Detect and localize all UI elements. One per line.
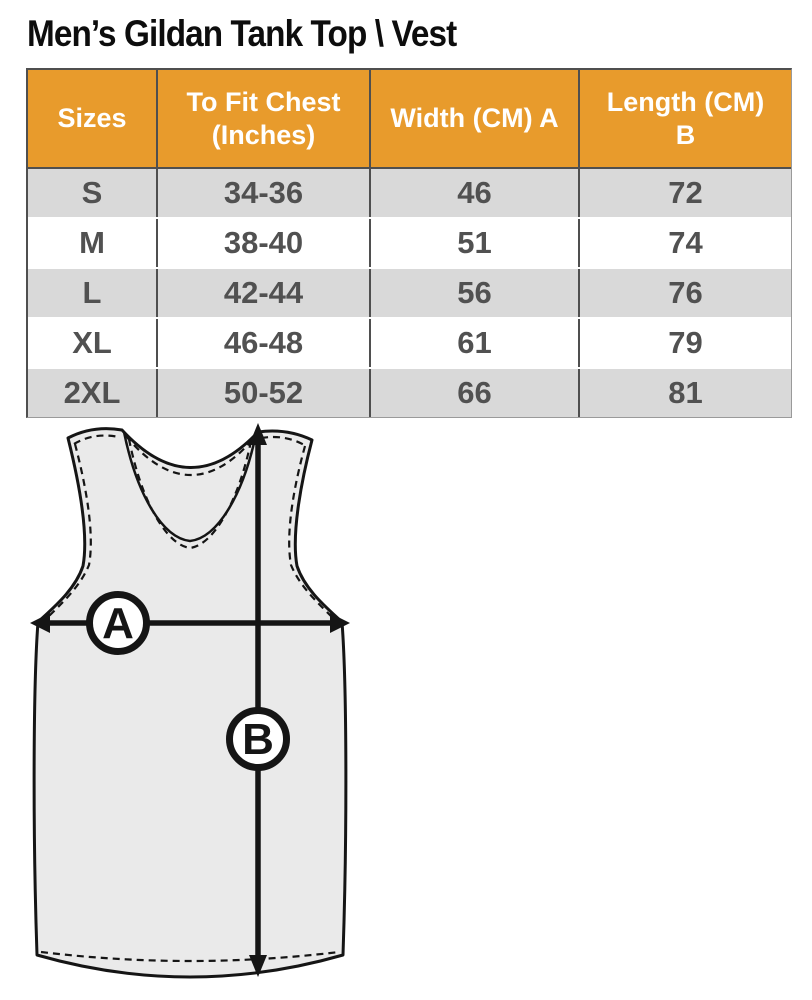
- cell-width: 66: [371, 369, 580, 417]
- cell-chest: 38-40: [158, 219, 371, 267]
- label-b: B: [242, 715, 274, 764]
- column-header-line: (Inches): [211, 119, 316, 150]
- size-table: [26, 68, 792, 418]
- cell-chest: 50-52: [158, 369, 371, 417]
- table-row: [28, 267, 791, 317]
- cell-size: 2XL: [28, 369, 158, 417]
- column-header-line: B: [675, 119, 696, 150]
- cell-size: XL: [28, 319, 158, 367]
- cell-width: 46: [371, 169, 580, 217]
- page-title: Men’s Gildan Tank Top \ Vest: [27, 13, 457, 54]
- cell-width: 61: [371, 319, 580, 367]
- table-row: [28, 317, 791, 367]
- table-row: [28, 217, 791, 267]
- cell-length: 74: [668, 225, 703, 260]
- table-row: [28, 367, 791, 417]
- cell-width: 56: [371, 269, 580, 317]
- cell-size: L: [28, 269, 158, 317]
- column-header-sizes: [28, 70, 158, 167]
- column-header-line: To Fit Chest: [186, 86, 341, 117]
- column-header-line: Length (CM): [606, 86, 765, 117]
- cell-chest: 42-44: [158, 269, 371, 317]
- cell-width: 51: [371, 219, 580, 267]
- column-header-chest: [158, 70, 371, 167]
- column-header-line: Sizes: [57, 103, 127, 134]
- cell-length: 79: [668, 325, 703, 360]
- cell-length: 81: [668, 375, 703, 410]
- column-header-width: [371, 70, 580, 167]
- cell-size: S: [28, 169, 158, 217]
- column-header-length: [580, 70, 791, 167]
- cell-chest: 34-36: [158, 169, 371, 217]
- cell-size: M: [28, 219, 158, 267]
- table-header-row: [28, 70, 791, 169]
- tank-top-svg: [25, 418, 355, 993]
- tank-top-body: [34, 429, 346, 977]
- column-header-line: Width (CM) A: [390, 103, 559, 134]
- cell-length: 72: [668, 175, 703, 210]
- table-row: [28, 169, 791, 217]
- label-a: A: [102, 599, 134, 648]
- cell-chest: 46-48: [158, 319, 371, 367]
- tank-top-measurement-diagram: [25, 418, 355, 993]
- cell-length: 76: [668, 275, 703, 310]
